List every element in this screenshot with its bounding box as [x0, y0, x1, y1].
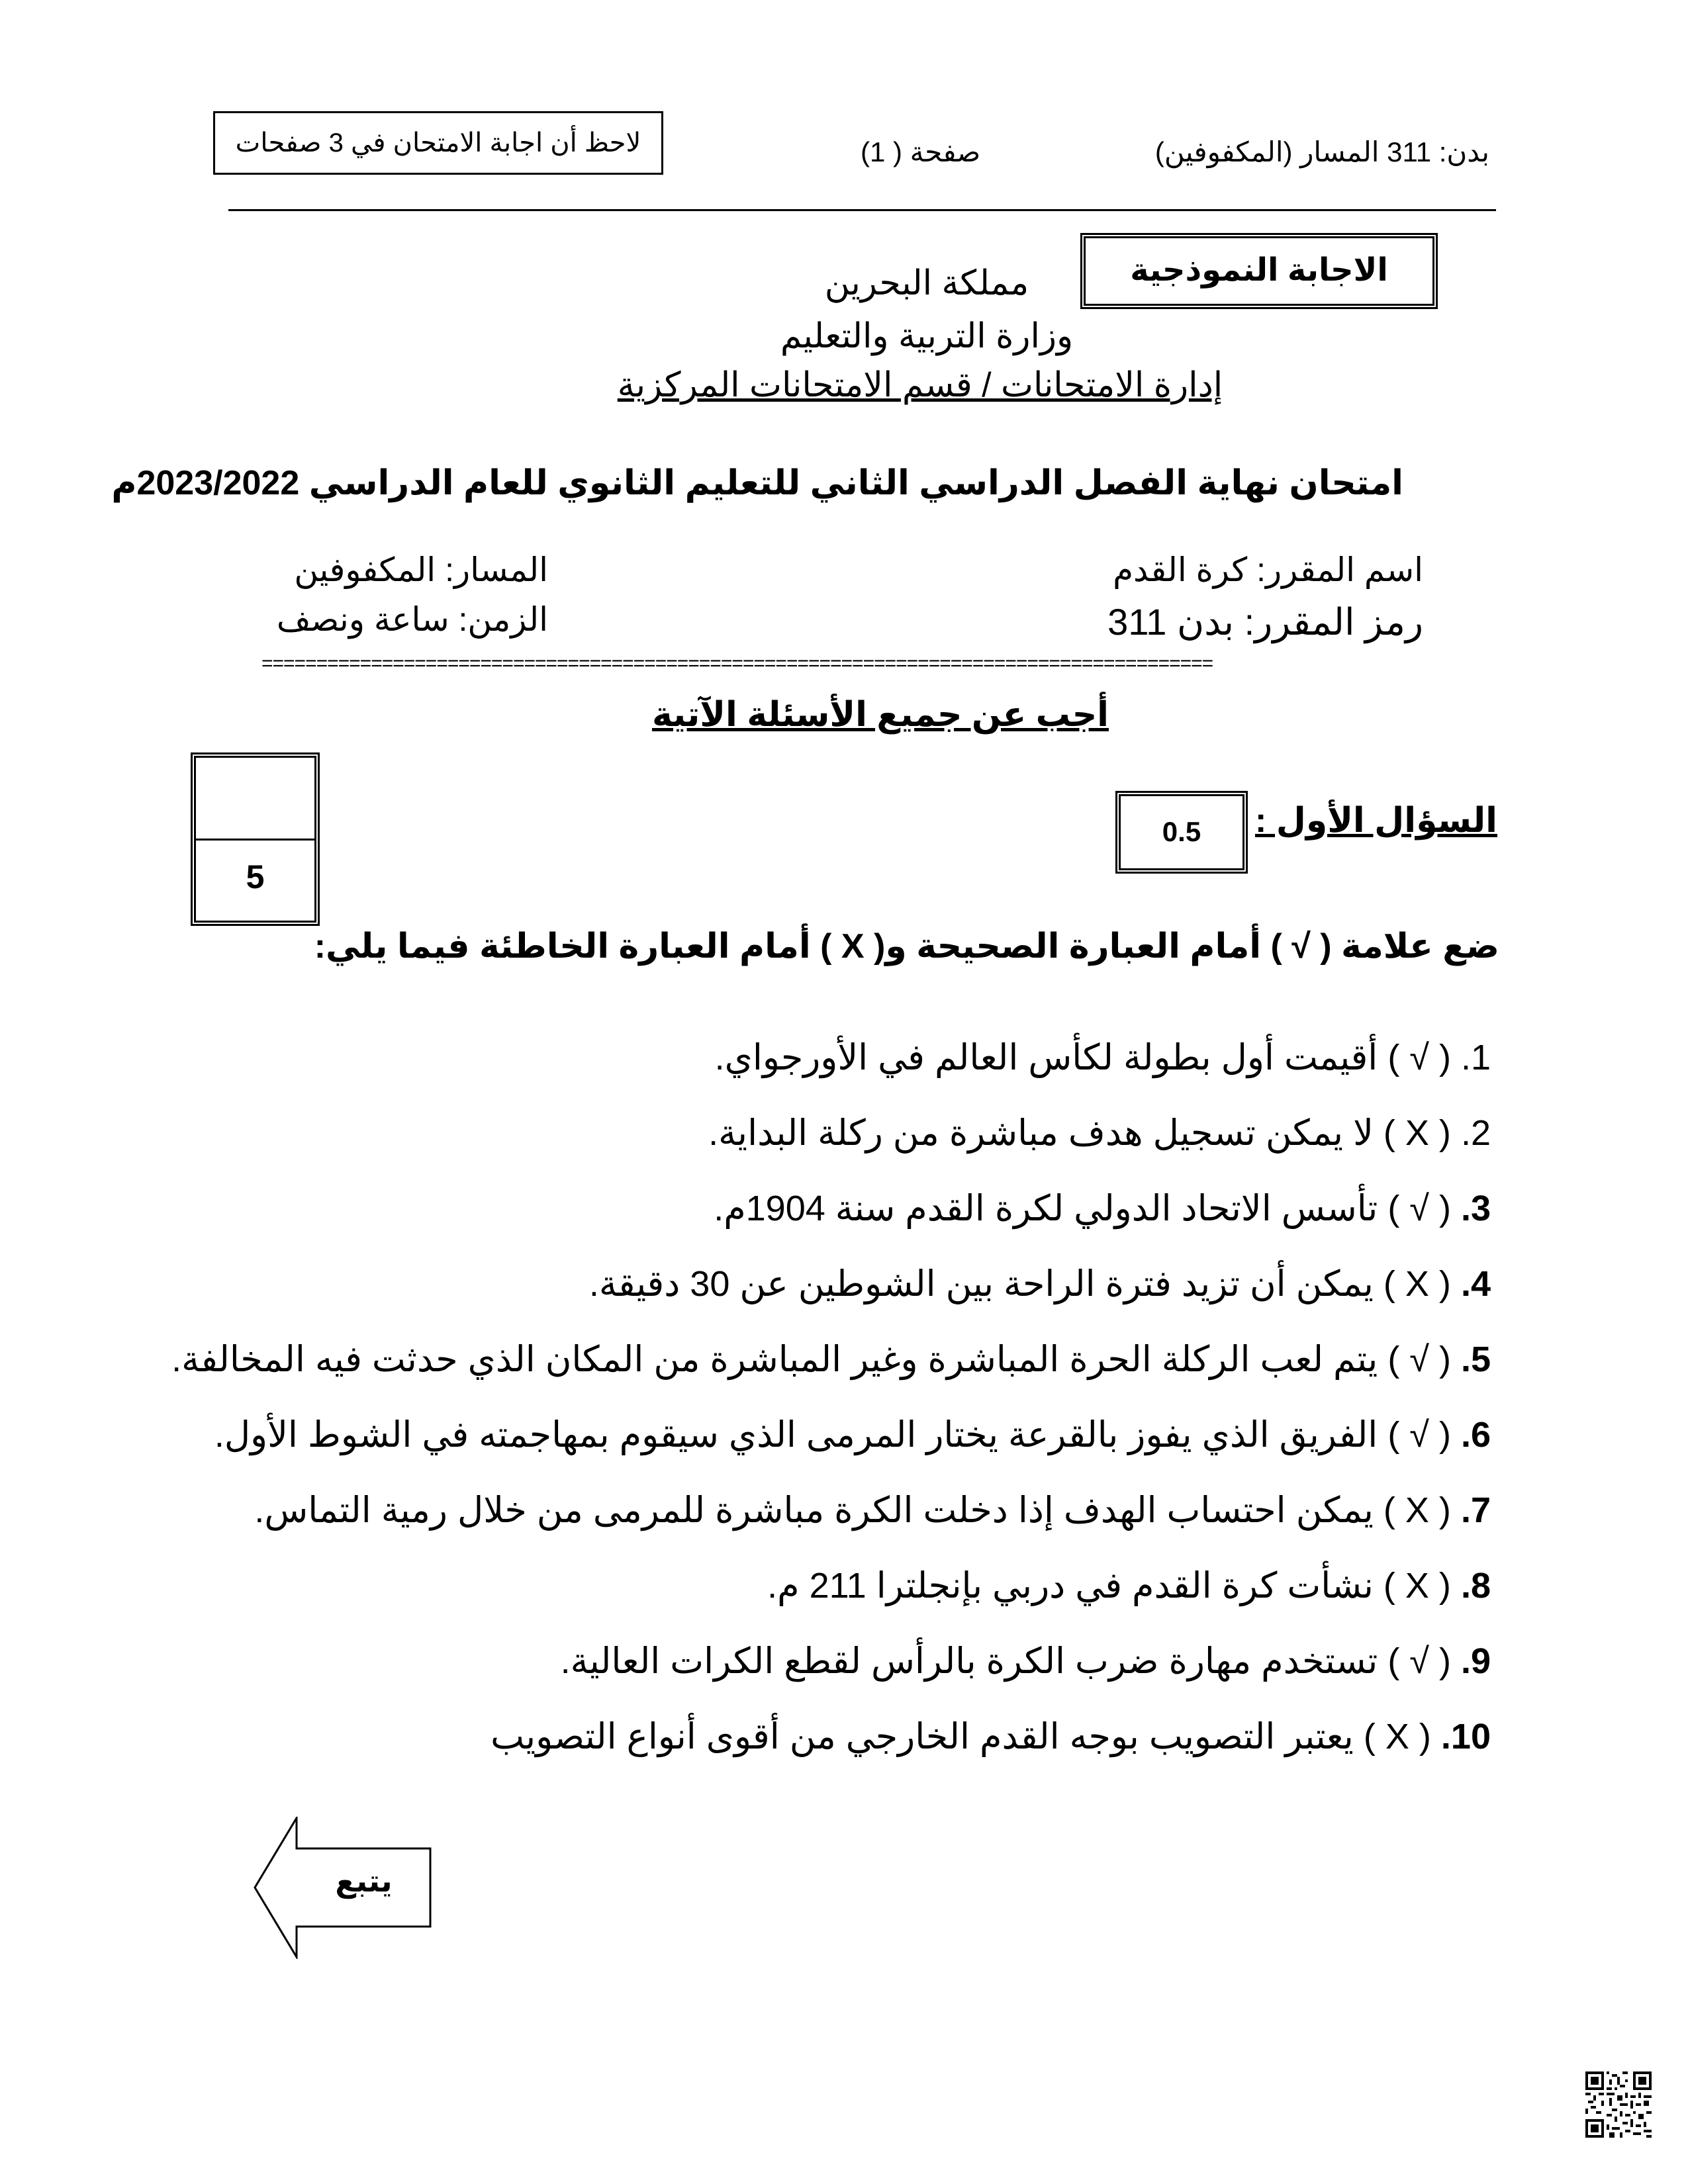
qr-code — [1585, 2071, 1652, 2138]
list-item — [167, 1415, 1491, 1490]
continue-label: يتبع — [335, 1864, 393, 1898]
question1-label-text: السؤال الأول : — [1254, 801, 1497, 840]
note-box: لاحظ أن اجابة الامتحان في 3 صفحات — [213, 111, 663, 175]
ministry-name: وزارة التربية والتعليم — [780, 317, 1074, 355]
list-item — [167, 1566, 1491, 1641]
time-allowed: الزمن: ساعة ونصف — [276, 601, 548, 638]
item-number: 5. — [1460, 1340, 1491, 1379]
answer-all-instruction: أجب عن جميع الأسئلة الآتية — [651, 696, 1109, 734]
item-text: يعتبر التصويب بوجه القدم الخارجي من أقوى أنواع التصويب — [491, 1717, 1354, 1756]
model-answer-box: الاجابة النموذجية — [1080, 233, 1438, 309]
list-item — [167, 1038, 1491, 1113]
course-name: اسم المقرر: كرة القدم — [1113, 551, 1423, 588]
course-code: رمز المقرر: بدن 311 — [1107, 601, 1423, 643]
item-number: 3. — [1460, 1189, 1491, 1228]
score-box-top — [196, 758, 314, 841]
item-number: 7. — [1460, 1490, 1491, 1530]
list-item — [167, 1490, 1491, 1566]
item-mark: ( √ ) — [1387, 1641, 1451, 1681]
question1-mark-box: 0.5 — [1115, 791, 1248, 874]
item-text: يتم لعب الركلة الحرة المباشرة وغير المباشرة من المكان الذي حدثت فيه المخالفة. — [171, 1340, 1378, 1379]
list-item — [167, 1113, 1491, 1189]
item-text: تستخدم مهارة ضرب الكرة بالرأس لقطع الكرات العالية. — [560, 1641, 1378, 1681]
question1-label — [1255, 801, 1497, 841]
course-line: بدن: 311 المسار (المكفوفين) — [1154, 136, 1489, 167]
separator-line: ======================================================================================= — [261, 654, 1213, 674]
question1-items — [167, 1038, 1491, 1792]
item-text: نشأت كرة القدم في دربي بإنجلترا 211 م. — [767, 1566, 1374, 1606]
list-item — [167, 1641, 1491, 1717]
list-item — [167, 1717, 1491, 1792]
score-box-bottom: 5 — [246, 858, 265, 895]
kingdom-name: مملكة البحرين — [824, 264, 1029, 302]
item-mark: ( √ ) — [1387, 1189, 1451, 1228]
item-number: 2. — [1460, 1113, 1491, 1153]
track: المسار: المكفوفين — [294, 551, 548, 588]
qr-code-icon — [1585, 2071, 1652, 2138]
item-mark: ( X ) — [1383, 1264, 1451, 1304]
item-text: أقيمت أول بطولة لكأس العالم في الأورجواي. — [714, 1038, 1378, 1077]
item-number: 1. — [1460, 1038, 1491, 1077]
item-text: يمكن احتساب الهدف إذا دخلت الكرة مباشرة للمرمى من خلال رمية التماس. — [254, 1490, 1374, 1530]
item-number: 9. — [1460, 1641, 1491, 1681]
item-mark: ( X ) — [1363, 1717, 1431, 1756]
item-number: 10. — [1440, 1717, 1491, 1756]
item-number: 8. — [1460, 1566, 1491, 1606]
item-text: تأسس الاتحاد الدولي لكرة القدم سنة 1904م. — [714, 1189, 1378, 1228]
continue-arrow[interactable] — [253, 1817, 432, 1959]
item-number: 6. — [1460, 1415, 1491, 1455]
item-mark: ( X ) — [1383, 1566, 1451, 1606]
page-number: صفحة ( 1) — [861, 136, 981, 167]
department-name: إدارة الامتحانات / قسم الامتحانات المركزية — [617, 366, 1223, 404]
list-item — [167, 1264, 1491, 1340]
item-mark: ( √ ) — [1387, 1340, 1451, 1379]
item-text: لا يمكن تسجيل هدف مباشرة من ركلة البداية. — [708, 1113, 1374, 1153]
item-number: 4. — [1460, 1264, 1491, 1304]
item-text: يمكن أن تزيد فترة الراحة بين الشوطين عن 30 دقيقة. — [588, 1264, 1374, 1304]
exam-title: امتحان نهاية الفصل الدراسي الثاني للتعليم الثانوي للعام الدراسي 2023/2022م — [111, 464, 1403, 502]
item-mark: ( √ ) — [1387, 1038, 1451, 1077]
list-item — [167, 1189, 1491, 1264]
item-mark: ( X ) — [1383, 1113, 1451, 1153]
item-mark: ( √ ) — [1387, 1415, 1451, 1455]
score-box — [191, 752, 320, 926]
question1-instruction: ضع علامة ( √ ) أمام العبارة الصحيحة و( X ) أمام العبارة الخاطئة فيما يلي: — [314, 927, 1499, 966]
item-text: الفريق الذي يفوز بالقرعة يختار المرمى الذي سيقوم بمهاجمته في الشوط الأول. — [214, 1415, 1378, 1455]
item-mark: ( X ) — [1383, 1490, 1451, 1530]
list-item — [167, 1340, 1491, 1415]
header-rule — [228, 209, 1496, 211]
